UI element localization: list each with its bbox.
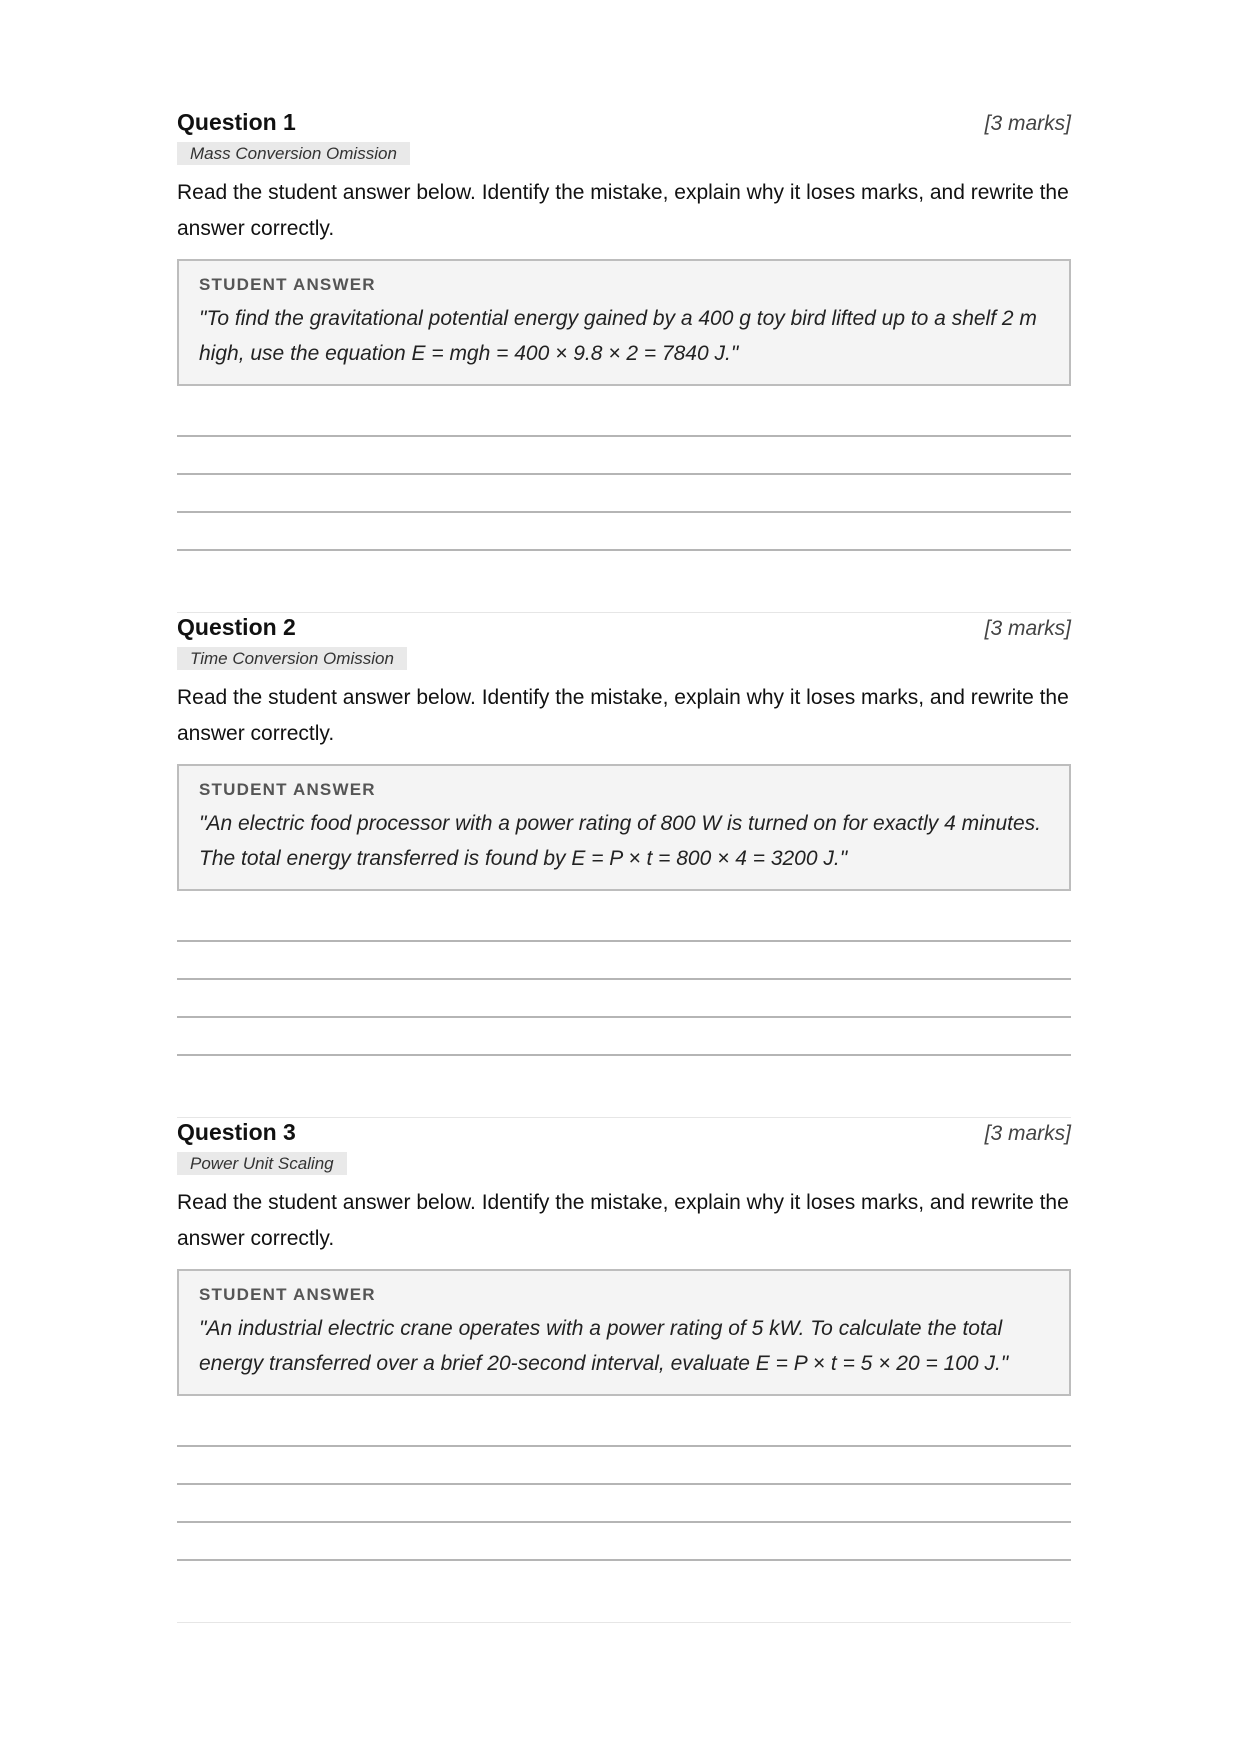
question-instructions: Read the student answer below. Identify the mistake, explain why it loses marks, and rewrite the answer correctly. <box>177 181 1069 240</box>
student-answer-text: "An industrial electric crane operates with a power rating of 5 kW. To calculate the total energy transferred over a brief 20-second interval, evaluate E = P × t = 5 × 20 = 100 J." <box>199 1317 1009 1375</box>
question-header <box>177 613 1071 647</box>
student-answer-box <box>177 1269 1071 1396</box>
question-marks: [3 marks] <box>984 1122 1071 1145</box>
question-topic-tag: Power Unit Scaling <box>177 1152 347 1175</box>
writing-line[interactable] <box>177 1521 1071 1523</box>
writing-lines <box>177 1445 1071 1561</box>
writing-line[interactable] <box>177 1016 1071 1018</box>
student-answer-text: "An electric food processor with a power rating of 800 W is turned on for exactly 4 minutes. The total energy transferred is found by E = P × t = 800 × 4 = 3200 J." <box>199 812 1042 870</box>
question-block <box>177 1118 1071 1623</box>
question-marks: [3 marks] <box>984 617 1071 640</box>
question-divider <box>177 1622 1071 1623</box>
question-instructions: Read the student answer below. Identify the mistake, explain why it loses marks, and rewrite the answer correctly. <box>177 1191 1069 1250</box>
writing-line[interactable] <box>177 435 1071 437</box>
writing-line[interactable] <box>177 549 1071 551</box>
question-topic-tag: Mass Conversion Omission <box>177 142 410 165</box>
question-title: Question 2 <box>177 614 296 640</box>
student-answer-box <box>177 764 1071 891</box>
question-header <box>177 108 1071 142</box>
student-answer-text: "To find the gravitational potential energy gained by a 400 g toy bird lifted up to a shelf 2 m high, use the equation E = mgh = 400 × 9.8 × 2 = 7840 J." <box>199 307 1037 365</box>
student-answer-label: STUDENT ANSWER <box>199 1285 376 1304</box>
question-block <box>177 108 1071 613</box>
question-header <box>177 1118 1071 1152</box>
student-answer-label: STUDENT ANSWER <box>199 275 376 294</box>
writing-lines <box>177 940 1071 1056</box>
question-title: Question 1 <box>177 109 296 135</box>
question-instructions: Read the student answer below. Identify the mistake, explain why it loses marks, and rewrite the answer correctly. <box>177 686 1069 745</box>
writing-line[interactable] <box>177 511 1071 513</box>
worksheet <box>177 108 1071 1623</box>
question-block <box>177 613 1071 1118</box>
writing-line[interactable] <box>177 940 1071 942</box>
writing-lines <box>177 435 1071 551</box>
writing-line[interactable] <box>177 1054 1071 1056</box>
student-answer-box <box>177 259 1071 386</box>
student-answer-label: STUDENT ANSWER <box>199 780 376 799</box>
writing-line[interactable] <box>177 473 1071 475</box>
question-topic-tag: Time Conversion Omission <box>177 647 407 670</box>
writing-line[interactable] <box>177 1559 1071 1561</box>
writing-line[interactable] <box>177 1445 1071 1447</box>
writing-line[interactable] <box>177 1483 1071 1485</box>
question-title: Question 3 <box>177 1119 296 1145</box>
question-marks: [3 marks] <box>984 112 1071 135</box>
writing-line[interactable] <box>177 978 1071 980</box>
